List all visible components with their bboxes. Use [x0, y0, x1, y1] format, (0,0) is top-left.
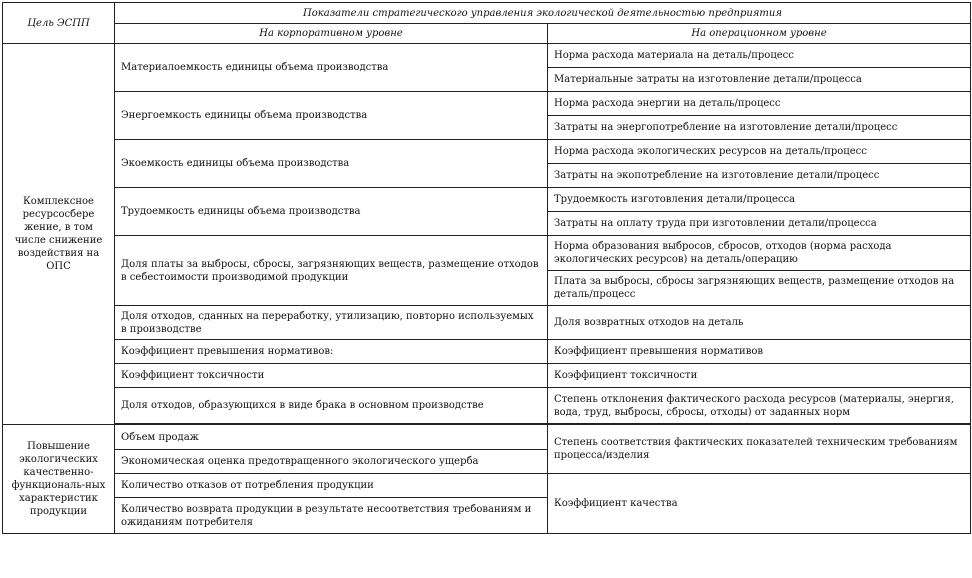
corporate-indicator: Количество возврата продукции в результате несоответствия требованиям и ожиданиям потребителя [115, 498, 548, 534]
corporate-level-header: На корпоративном уровне [115, 24, 548, 44]
operational-indicator: Затраты на экопотребление на изготовление детали/процесс [548, 164, 971, 188]
operational-indicator: Норма образования выбросов, сбросов, отходов (норма расхода экологических ресурсов) на деталь/операцию [548, 236, 971, 271]
operational-indicator: Плата за выбросы, сбросы загрязняющих веществ, размещение отходов на деталь/процесс [548, 271, 971, 306]
operational-indicator: Доля возвратных отходов на деталь [548, 306, 971, 340]
corporate-indicator: Трудоемкость единицы объема производства [115, 188, 548, 236]
operational-indicator: Норма расхода экологических ресурсов на деталь/процесс [548, 140, 971, 164]
goal-product-quality: Повышение экологических качественно-функциональ-ных характеристик продукции [3, 425, 115, 534]
operational-indicator: Коэффициент превышения нормативов [548, 340, 971, 364]
corporate-indicator: Экономическая оценка предотвращенного экологического ущерба [115, 450, 548, 474]
corporate-indicator: Доля отходов, образующихся в виде брака в основном производстве [115, 388, 548, 424]
corporate-indicator: Коэффициент превышения нормативов: [115, 340, 548, 364]
goal-column-header: Цель ЭСПП [3, 3, 115, 44]
corporate-indicator: Доля отходов, сданных на переработку, утилизацию, повторно используемых в производстве [115, 306, 548, 340]
operational-indicator: Коэффициент качества [548, 474, 971, 534]
corporate-indicator: Коэффициент токсичности [115, 364, 548, 388]
corporate-indicator: Количество отказов от потребления продукции [115, 474, 548, 498]
operational-indicator: Затраты на энергопотребление на изготовление детали/процесс [548, 116, 971, 140]
corporate-indicator: Материалоемкость единицы объема производства [115, 44, 548, 92]
operational-level-header: На операционном уровне [548, 24, 971, 44]
table-main-title: Показатели стратегического управления экологической деятельностью предприятия [115, 3, 971, 24]
operational-indicator: Степень отклонения фактического расхода ресурсов (материалы, энергия, вода, труд, выбросы, сбросы, отходы) от заданных норм [548, 388, 971, 424]
goal-resource-saving: Комплексное ресурсосбере жение, в том числе снижение воздействия на ОПС [3, 44, 115, 425]
corporate-indicator: Экоемкость единицы объема производства [115, 140, 548, 188]
strategic-indicators-table [2, 2, 971, 534]
operational-indicator: Затраты на оплату труда при изготовлении детали/процесса [548, 212, 971, 236]
operational-indicator: Коэффициент токсичности [548, 364, 971, 388]
corporate-indicator: Энергоемкость единицы объема производства [115, 92, 548, 140]
operational-indicator: Норма расхода материала на деталь/процесс [548, 44, 971, 68]
corporate-indicator: Объем продаж [115, 425, 548, 450]
operational-indicator: Трудоемкость изготовления детали/процесса [548, 188, 971, 212]
corporate-indicator: Доля платы за выбросы, сбросы, загрязняющих веществ, размещение отходов в себестоимости производимой продукции [115, 236, 548, 306]
operational-indicator: Материальные затраты на изготовление детали/процесса [548, 68, 971, 92]
operational-indicator: Степень соответствия фактических показателей техническим требованиям процесса/изделия [548, 425, 971, 474]
operational-indicator: Норма расхода энергии на деталь/процесс [548, 92, 971, 116]
